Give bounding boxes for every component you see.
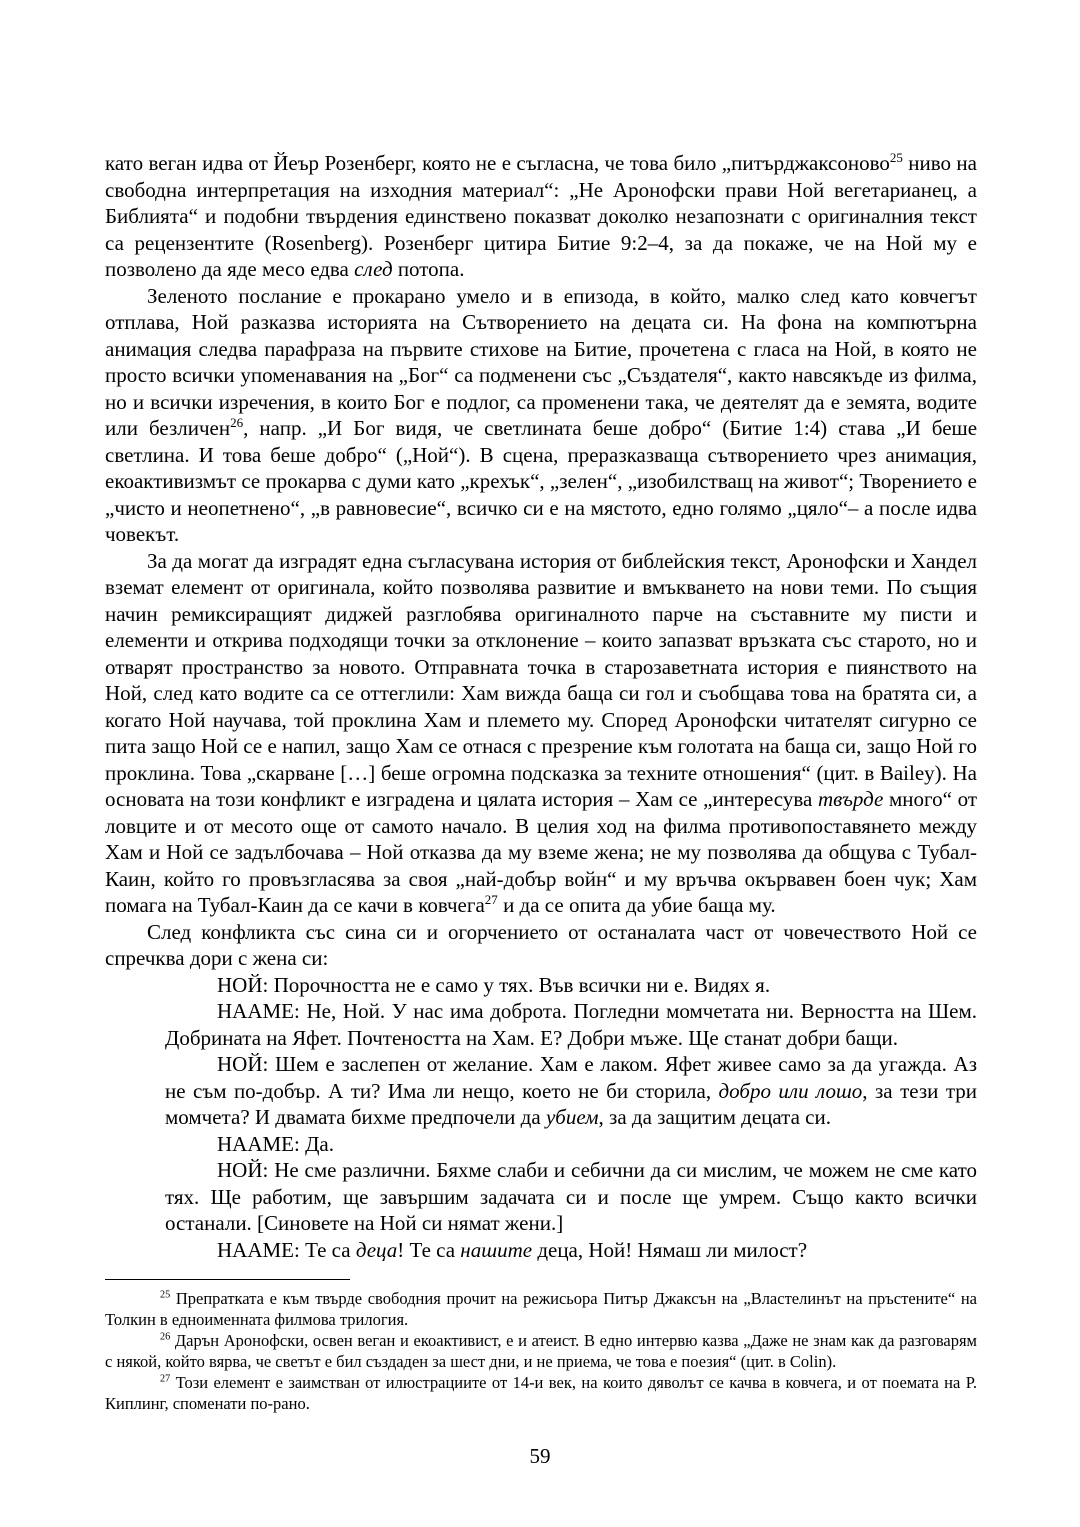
main-text bbox=[105, 150, 977, 1263]
text-run: За да могат да изградят една съгласувана история от библейския текст, Аронофски и Хандел вземат елемент от оригинала, който позволява развитие и вмъкването на нови теми. По същия начин ремиксиращият диджей разглобява оригиналното парче на съставните му писти и елементи и открива подходящи точки за отклонение – които запазват връзката със старото, но и отварят пространство за новото. Отправната точка в старозаветната история е пиянството на Ной, след като водите са се оттеглили: Хам вижда баща си гол и съобщава това на братята си, а когато Ной научава, той проклина Хам и племето му. Според Аронофски читателят сигурно се пита защо Ной се е напил, защо Хам се отнася с презрение към голотата на баща си, защо Ной го проклина. Това „скарване […] беше огромна подсказка за техните отношения“ (цит. в Bailey). На основата на този конфликт е изградена и цялата история – Хам се „интересува bbox=[105, 548, 977, 811]
text-run: НААМЕ: Не, Ной. У нас има доброта. Погледни момчетата ни. Верността на Шем. Добрината на Яфет. Почтеността на Хам. Е? Добри мъже. Ще станат добри бащи. bbox=[165, 999, 977, 1050]
emphasized-text: твърде bbox=[817, 787, 884, 811]
footnote-marker: 27 bbox=[160, 1373, 171, 1385]
text-run: ниво на свободна интерпретация на изходния материал“: „Не Аронофски прави Ной вегетарианец, а Библията“ и подобни твърдения единствено показват доколко незапознати с оригиналния текст са рецензентите (Rosenberg). Розенберг цитира Битие 9:2–4, за да покаже, че на Ной му е позволено да яде месо едва bbox=[105, 151, 977, 281]
emphasized-text: добро или лошо bbox=[718, 1078, 863, 1103]
text-run: и да се опита да убие баща му. bbox=[497, 893, 776, 917]
footnote-marker: 25 bbox=[160, 1289, 171, 1301]
footnote bbox=[105, 1288, 977, 1330]
text-run: НААМЕ: Да. bbox=[217, 1131, 334, 1156]
emphasized-text: деца bbox=[355, 1237, 398, 1262]
text-run: НААМЕ: Те са bbox=[217, 1237, 356, 1262]
page-number: 59 bbox=[529, 1443, 551, 1468]
text-run: НОЙ: Шем е заслепен от желание. Хам е лаком. Яфет живее само за да угажда. Аз не съм по-добър. А ти? Има ли нещо, което не би сторила, bbox=[165, 1052, 977, 1103]
text-run: деца, Ной! Нямаш ли милост? bbox=[532, 1237, 808, 1262]
text-run: Този елемент е заимстван от илюстрациите от 14-и век, на които дяволът се качва в ковчега, и от поемата на Р. Киплинг, споменати по-рано. bbox=[105, 1373, 977, 1413]
footnote-ref: 25 bbox=[889, 150, 903, 165]
text-run: , за да защитим децата си. bbox=[598, 1105, 831, 1129]
footnotes-section bbox=[105, 1279, 977, 1414]
quote-paragraph bbox=[165, 972, 977, 999]
body-paragraph bbox=[105, 150, 977, 283]
text-run: НОЙ: Порочността не е само у тях. Във всички ни е. Видях я. bbox=[217, 972, 771, 997]
body-paragraph bbox=[105, 283, 977, 548]
emphasized-text: убием bbox=[545, 1105, 599, 1129]
quote-paragraph bbox=[165, 1051, 977, 1131]
text-run: След конфликта със сина си и огорчението от останалата част от човечеството Ной се спречква дори с жена си: bbox=[105, 919, 977, 970]
footnote bbox=[105, 1372, 977, 1414]
quote-paragraph bbox=[165, 1131, 977, 1158]
emphasized-text: след bbox=[354, 257, 393, 281]
text-run: Дарън Аронофски, освен веган и екоактивист, е и атеист. В едно интервю казва „Даже не знам как да разговарям с някой, който вярва, че светът е бил създаден за шест дни, и не приема, че това е поезия“ (цит. в Colin). bbox=[105, 1331, 977, 1371]
footnote-ref: 27 bbox=[484, 892, 498, 907]
footnote-marker: 26 bbox=[160, 1331, 171, 1343]
text-run: Зеленото послание е прокарано умело и в епизода, в който, малко след като ковчегът отплава, Ной разказва историята на Сътворението на децата си. На фона на компютърна анимация следва парафраза на първите стихове на Битие, прочетена с гласа на Ной, в която не просто всички упоменавания на „Бог“ са подменени със „Създателя“, както навсякъде из филма, но и всички изречения, в които Бог е подлог, са променени така, че деятелят да е земята, водите или безличен bbox=[105, 283, 977, 440]
footnote-ref: 26 bbox=[230, 415, 244, 430]
quote-paragraph bbox=[165, 1157, 977, 1237]
footnote-separator bbox=[105, 1279, 350, 1280]
footnote bbox=[105, 1330, 977, 1372]
text-run: като веган идва от Йеър Розенберг, която не е съгласна, че това било „питърджаксоново bbox=[105, 151, 890, 175]
text-run: , напр. „И Бог видя, че светлината беше добро“ (Битие 1:4) става „И беше светлина. И това беше добро“ („Ной“). В сцена, преразказваща сътворението чрез анимация, екоактивизмът се прокарва с думи като „крехък“, „зелен“, „изобилстващ на живот“; Творението е „чисто и неопетнено“, „в равновесие“, всичко си е на мястото, едно голямо „цяло“– а после идва човекът. bbox=[105, 416, 978, 546]
body-paragraph bbox=[105, 548, 977, 919]
quote-paragraph bbox=[165, 998, 977, 1051]
quote-paragraph bbox=[165, 1237, 977, 1264]
text-run: потопа. bbox=[392, 257, 465, 281]
emphasized-text: нашите bbox=[460, 1237, 533, 1262]
text-run: много“ от ловците и от месото още от самото начало. В целия ход на филма противопоставянето между Хам и Ной се задълбочава – Ной отказва да му вземе жена; не му позволява да общува с Тубал-Каин, който го провъзгласява за своя „най-добър войн“ и му връчва окървавен боен чук; Хам помага на Тубал-Каин да се качи в ковчега bbox=[105, 787, 978, 917]
footnotes-list bbox=[105, 1288, 977, 1414]
text-run: Препратката е към твърде свободния прочит на режисьора Питър Джаксън на „Властелинът на пръстените“ на Толкин в едноименната филмова трилогия. bbox=[105, 1289, 977, 1329]
text-run: , за тези три момчета? И двамата бихме предпочели да bbox=[165, 1078, 977, 1129]
body-paragraph bbox=[105, 919, 977, 972]
text-run: НОЙ: Не сме различни. Бяхме слаби и себични да си мислим, че можем не сме като тях. Ще работим, ще завършим задачата си и после ще умрем. Също както всички останали. [Синовете на Ной си нямат жени.] bbox=[165, 1158, 977, 1235]
text-run: ! Те са bbox=[397, 1237, 461, 1262]
